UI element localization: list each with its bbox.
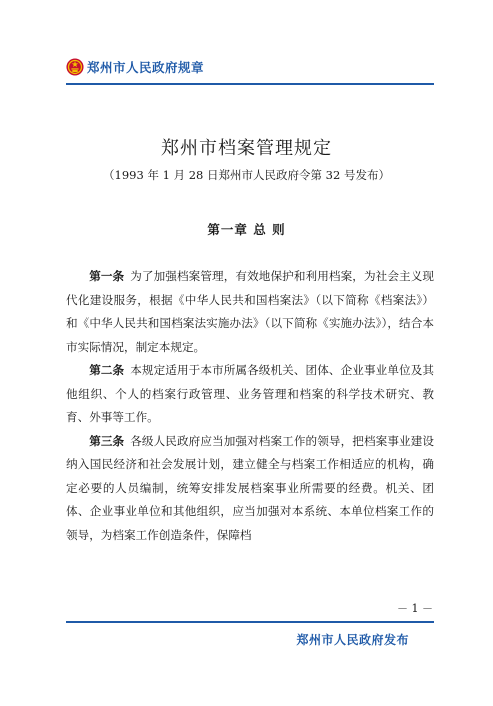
page-number: － 1 － <box>397 602 433 615</box>
national-emblem-icon <box>66 58 84 76</box>
article-label: 第一条 <box>89 269 125 283</box>
footer-divider <box>66 621 434 623</box>
chapter-heading: 第一章 总 则 <box>207 222 286 237</box>
document-body <box>66 265 434 547</box>
article-label: 第二条 <box>89 363 125 377</box>
document-title: 郑州市档案管理规定 <box>161 138 332 159</box>
footer-publisher: 郑州市人民政府发布 <box>296 633 409 647</box>
header-divider <box>66 83 434 85</box>
article-text: 各级人民政府应当加强对档案工作的领导，把档案事业建设纳入国民经济和社会发展计划，建立健全与档案工作相适应的机构，确定必要的人员编制，统筹安排发展档案事业所需要的经费。机关、团体、企业事业单位和其他组织，应当加强对本系统、本单位档案工作的领导，为档案工作创造条件，保障档 <box>66 433 434 542</box>
article-text: 本规定适用于本市所属各级机关、团体、企业事业单位及其他组织、个人的档案行政管理、业务管理和档案的科学技术研究、教育、外事等工作。 <box>66 363 434 424</box>
article-3 <box>66 430 434 548</box>
article-text: 为了加强档案管理，有效地保护和利用档案，为社会主义现代化建设服务，根据《中华人民共和国档案法》（以下简称《档案法》）和《中华人民共和国档案法实施办法》（以下简称《实施办法》），结合本市实际情况，制定本规定。 <box>66 269 434 354</box>
article-label: 第三条 <box>89 433 125 448</box>
header-title: 郑州市人民政府规章 <box>87 60 205 75</box>
page-header <box>66 56 204 78</box>
article-1 <box>66 265 434 359</box>
document-subtitle: （1993 年 1 月 28 日郑州市人民政府令第 32 号发布） <box>103 168 390 182</box>
article-2 <box>66 359 434 430</box>
